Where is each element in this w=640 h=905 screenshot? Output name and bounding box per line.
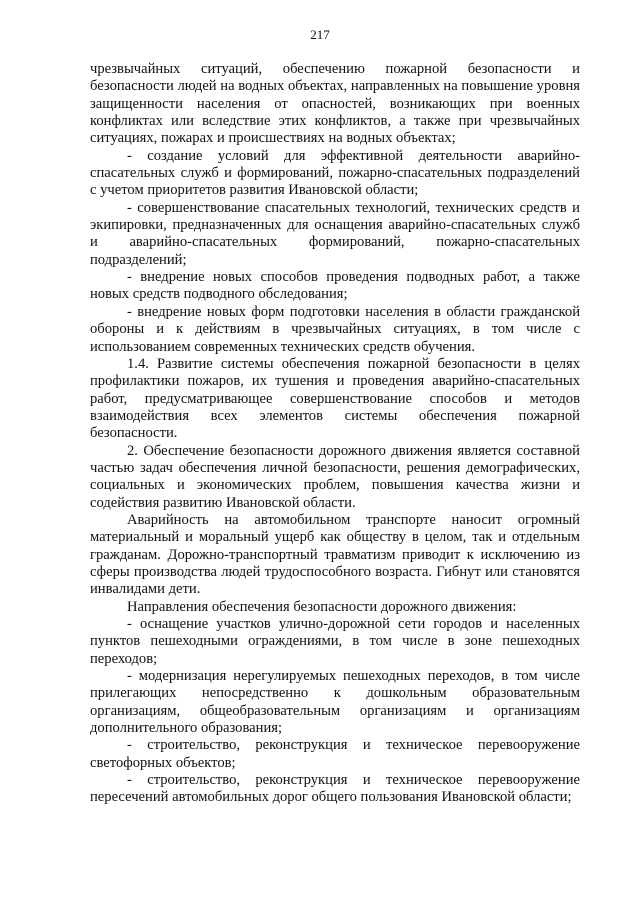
paragraph-road-safety-directions: Направления обеспечения безопасности дорожного движения: xyxy=(127,598,517,615)
paragraph-road-safety: 2. Обеспечение безопасности дорожного движения является составной частью задач обеспечения личной безопасности, решения демографических, социальных и экономических проблем, повышения качества жизни и содействия развитию Ивановской области. xyxy=(90,442,580,511)
list-item-road-intersections: - строительство, реконструкция и техническое перевооружение пересечений автомобильных дорог общего пользования Ивановской области; xyxy=(90,772,580,806)
list-item-traffic-lights: - строительство, реконструкция и техническое перевооружение светофорных объектов; xyxy=(90,737,580,771)
list-item-crossing-modernization: - модернизация нерегулируемых пешеходных переходов, в том числе прилегающих непосредственно к дошкольным образовательным организациям, общеобразовательным организациям и организациям дополнительного образования; xyxy=(90,668,580,737)
list-item-underwater-works: - внедрение новых способов проведения подводных работ, а также новых средств подводного обследования; xyxy=(90,269,580,303)
document-body xyxy=(90,61,580,807)
paragraph-continuation: чрезвычайных ситуаций, обеспечению пожарной безопасности и безопасности людей на водных объектах, направленных на повышение уровня защищенности населения от опасностей, возникающих при военных конфликтах или вследствие этих конфликтов, а также при чрезвычайных ситуациях, пожарах и происшествиях на водных объектах; xyxy=(90,61,580,147)
list-item-rescue-services: - создание условий для эффективной деятельности аварийно-спасательных служб и формирований, пожарно-спасательных подразделений с учетом приоритетов развития Ивановской области; xyxy=(90,147,580,199)
page-number: 217 xyxy=(310,27,330,42)
paragraph-fire-safety: 1.4. Развитие системы обеспечения пожарной безопасности в целях профилактики пожаров, их тушения и проведения аварийно-спасательных работ, предусматривающее совершенствование способов и методов взаимодействия всех элементов системы обеспечения пожарной безопасности. xyxy=(90,355,580,442)
paragraph-accident-rate: Аварийность на автомобильном транспорте наносит огромный материальный и моральный ущерб как обществу в целом, так и отдельным гражданам. Дорожно-транспортный травматизм приводит к исключению из сферы производства людей трудоспособного возраста. Гибнут или становятся инвалидами дети. xyxy=(90,511,580,598)
list-item-population-training: - внедрение новых форм подготовки населения в области гражданской обороны и к действиям в чрезвычайных ситуациях, в том числе с использованием современных технических средств обучения. xyxy=(90,303,580,355)
list-item-rescue-technologies: - совершенствование спасательных технологий, технических средств и экипировки, предназначенных для оснащения аварийно-спасательных служб и аварийно-спасательных формирований, пожарно-спасательных подразделений; xyxy=(90,199,580,268)
list-item-pedestrian-barriers: - оснащение участков улично-дорожной сети городов и населенных пунктов пешеходными ограждениями, в том числе в зоне пешеходных переходов; xyxy=(90,616,580,667)
